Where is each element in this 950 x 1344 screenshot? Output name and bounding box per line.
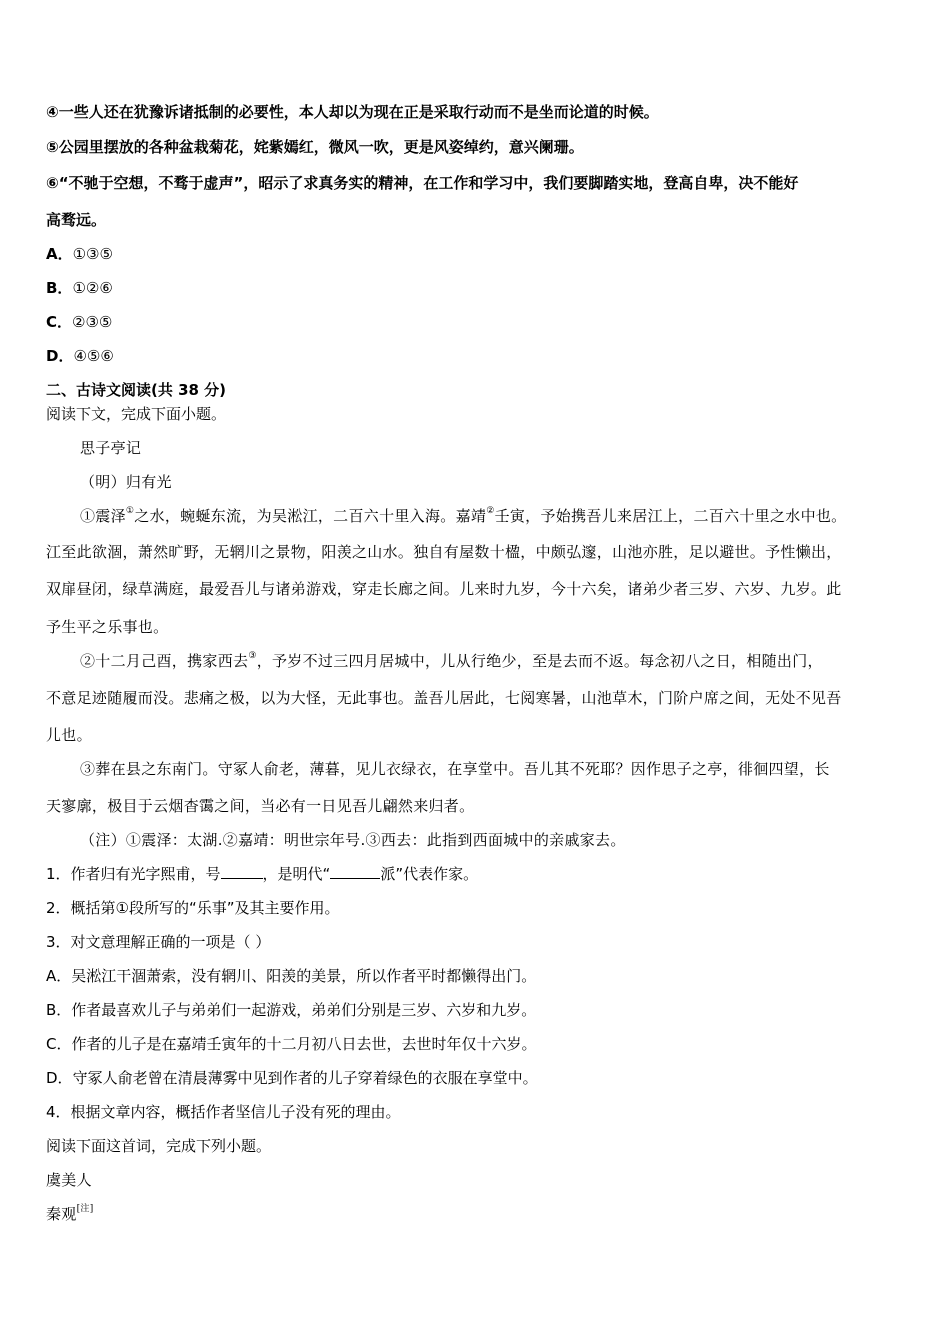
q3-option-a (46, 966, 906, 986)
option-a (46, 244, 906, 264)
answer-blank (330, 864, 380, 879)
option-text: ①③⑤ (72, 245, 113, 263)
essay-title: 思子亭记 (80, 439, 142, 457)
poem-title: 虞美人 (46, 1171, 92, 1189)
para2-line1 (80, 651, 906, 671)
text-segment: 之水，蜿蜒东流，为吴淞江，二百六十里入海。嘉靖 (134, 507, 487, 525)
option-text: 吴淞江干涸萧索，没有辋川、阳羡的美景，所以作者平时都懒得出门。 (71, 967, 537, 985)
para1-line3: 双扉昼闭，绿草满庭，最爱吾儿与诸弟游戏，穿走长廊之间。儿来时九岁，今十六矣，诸弟少者三岁、六岁、九岁。此 (46, 580, 842, 598)
footnotes: （注）①震泽：太湖.②嘉靖：明世宗年号.③西去：此指到西面城中的亲戚家去。 (80, 831, 626, 849)
option-text: 守冢人俞老曾在清晨薄雾中见到作者的儿子穿着绿色的衣服在享堂中。 (72, 1069, 538, 1087)
para3-line1: ③葬在县之东南门。守冢人俞老，薄暮，见儿衣绿衣，在享堂中。吾儿其不死耶？因作思子之亭，徘徊四望，长 (80, 760, 830, 778)
q3-option-b (46, 1000, 906, 1020)
text-segment: 1．作者归有光字熙甫，号 (46, 865, 221, 883)
text-segment: 秦观 (46, 1205, 77, 1223)
essay-author: （明）归有光 (80, 473, 172, 491)
option-letter: D． (46, 347, 74, 365)
para3-line2: 天寥廓，极目于云烟杳霭之间，当必有一日见吾儿翩然来归者。 (46, 797, 475, 815)
option-letter: C． (46, 313, 73, 331)
footnote-marker: ① (125, 506, 135, 516)
option-b (46, 278, 906, 298)
option-letter: D． (46, 1069, 73, 1087)
option-letter: C． (46, 1035, 72, 1053)
q3-option-d (46, 1068, 906, 1088)
footnote-marker: [注] (76, 1204, 94, 1214)
answer-blank (221, 864, 263, 879)
option-letter: A． (46, 967, 72, 985)
option-text: 作者最喜欢儿子与弟弟们一起游戏，弟弟们分别是三岁、六岁和九岁。 (71, 1001, 537, 1019)
option-text: 作者的儿子是在嘉靖壬寅年的十二月初八日去世，去世时年仅十六岁。 (71, 1035, 537, 1053)
footnote-marker: ③ (248, 651, 257, 661)
option-text: ①②⑥ (72, 279, 113, 297)
sentence-4: ④一些人还在犹豫诉诸抵制的必要性，本人却以为现在正是采取行动而不是坐而论道的时候。 (46, 103, 659, 121)
section-heading: 二、古诗文阅读(共 38 分) (46, 381, 227, 399)
para1-line4: 予生平之乐事也。 (46, 618, 169, 636)
sentence-6-line2: 高骛远。 (46, 211, 107, 229)
option-d (46, 346, 906, 366)
footnote-marker: ② (486, 506, 495, 516)
poem-author (46, 1204, 906, 1224)
question-3: 3．对文意理解正确的一项是（ ） (46, 933, 271, 951)
question-2: 2．概括第①段所写的“乐事”及其主要作用。 (46, 899, 340, 917)
para1-line1 (80, 506, 906, 526)
q3-option-c (46, 1034, 906, 1054)
text-segment: ①震泽 (80, 507, 126, 525)
para1-line2: 江至此欲涸，萧然旷野，无辋川之景物，阳羡之山水。独自有屋数十楹，中颇弘邃，山池亦胜，足以避世。予性懒出， (46, 543, 842, 561)
question-4: 4．根据文章内容，概括作者坚信儿子没有死的理由。 (46, 1103, 401, 1121)
option-letter: B． (46, 1001, 72, 1019)
para2-line3: 儿也。 (46, 726, 92, 744)
option-text: ②③⑤ (72, 313, 113, 331)
text-segment: ②十二月己酉，携家西去 (80, 652, 249, 670)
reading-instruction: 阅读下文，完成下面小题。 (46, 405, 227, 423)
option-c (46, 312, 906, 332)
poem-instruction: 阅读下面这首词，完成下列小题。 (46, 1137, 272, 1155)
option-letter: B． (46, 279, 73, 297)
option-letter: A． (46, 245, 73, 263)
question-1 (46, 864, 906, 884)
text-segment: 派”代表作家。 (380, 865, 479, 883)
sentence-6-line1: ⑥“不驰于空想，不骛于虚声”，昭示了求真务实的精神，在工作和学习中，我们要脚踏实地，登高自卑，决不能好 (46, 174, 799, 192)
option-text: ④⑤⑥ (73, 347, 114, 365)
sentence-5: ⑤公园里摆放的各种盆栽菊花，姹紫嫣红，微风一吹，更是风姿绰约，意兴阑珊。 (46, 138, 584, 156)
text-segment: ，予岁不过三四月居城中，儿从行绝少，至是去而不返。每念初八之日，相随出门， (256, 652, 823, 670)
text-segment: ，是明代“ (262, 865, 331, 883)
text-segment: 壬寅，予始携吾儿来居江上，二百六十里之水中也。 (494, 507, 847, 525)
para2-line2: 不意足迹随履而没。悲痛之极，以为大怪，无此事也。盖吾儿居此，七阅寒暑，山池草木，门阶户席之间，无处不见吾 (46, 689, 842, 707)
